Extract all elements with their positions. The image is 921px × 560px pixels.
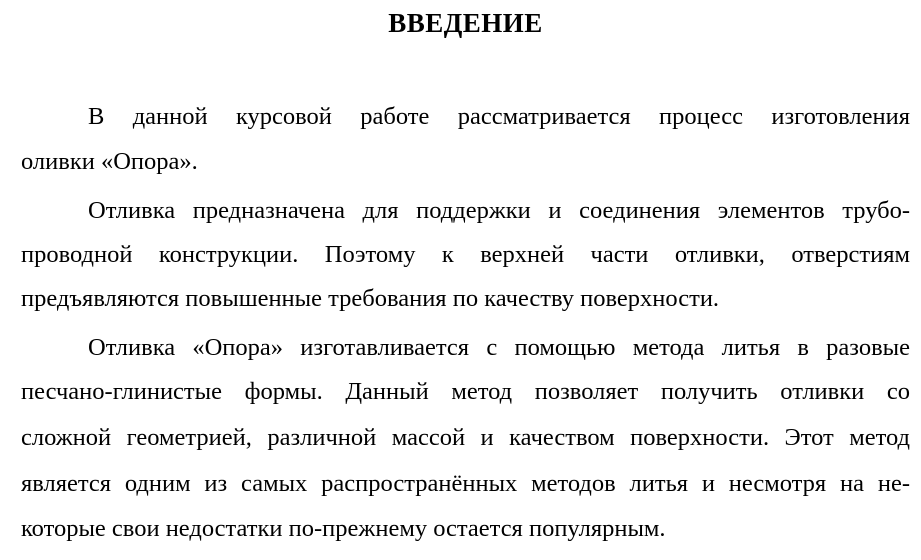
- paragraph-1-line-2: оливки «Опора».: [21, 148, 198, 175]
- paragraph-3-line-3: сложной геометрией, различной массой и качеством поверхности. Этот метод: [21, 424, 910, 451]
- document-page: [21, 0, 910, 542]
- paragraph-3-line-1: Отливка «Опора» изготавливается с помощью метода литья в разовые: [88, 334, 910, 361]
- paragraph-3-line-4: является одним из самых распространённых методов литья и несмотря на не-: [21, 470, 910, 497]
- paragraph-3-line-2: песчано-глинистые формы. Данный метод позволяет получить отливки со: [21, 378, 910, 405]
- paragraph-3-line-5: которые свои недостатки по-прежнему остается популярным.: [21, 515, 666, 542]
- paragraph-1-line-1: В данной курсовой работе рассматривается процесс изготовления: [88, 103, 910, 130]
- paragraph-2-line-3: предъявляются повышенные требования по качеству поверхности.: [21, 285, 720, 312]
- document-title: ВВЕДЕНИЕ: [388, 8, 543, 38]
- paragraph-2-line-2: проводной конструкции. Поэтому к верхней части отливки, отверстиям: [21, 241, 910, 268]
- paragraph-2-line-1: Отливка предназначена для поддержки и соединения элементов трубо-: [88, 197, 910, 224]
